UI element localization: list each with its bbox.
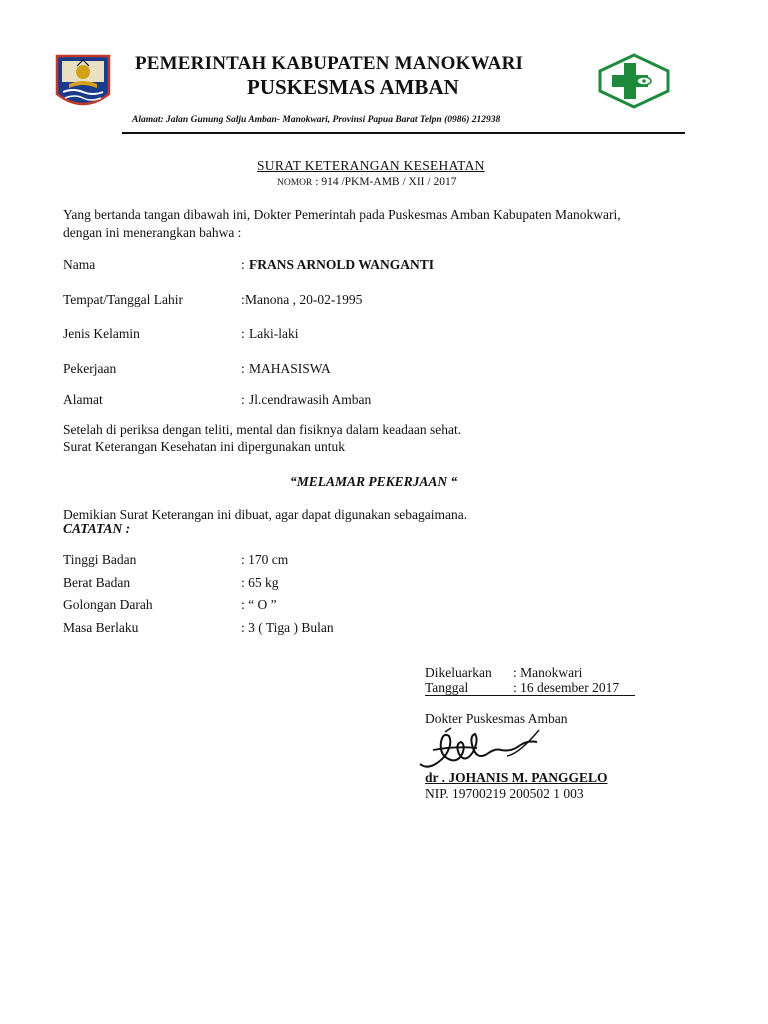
issued-value: : Manokwari bbox=[513, 665, 583, 680]
field-value-ttl: Manona , 20-02-1995 bbox=[245, 292, 363, 307]
signer-title: Dokter Puskesmas Amban bbox=[425, 711, 568, 726]
note-value-berat: : 65 kg bbox=[241, 575, 279, 590]
field-sep-ttl: : bbox=[241, 292, 245, 307]
purpose-text: “MELAMAR PEKERJAAN “ bbox=[290, 474, 458, 489]
note-label-berat: Berat Badan bbox=[63, 575, 131, 590]
document-title: SURAT KETERANGAN KESEHATAN bbox=[257, 158, 485, 173]
nomor-value: : 914 /PKM-AMB / XII / 2017 bbox=[312, 176, 457, 188]
note-label-masa: Masa Berlaku bbox=[63, 620, 139, 635]
exam-line-2: Surat Keterangan Kesehatan ini dipergunakan untuk bbox=[63, 439, 346, 454]
field-label-alamat: Alamat bbox=[63, 392, 103, 407]
field-sep-pekerjaan: : bbox=[241, 361, 245, 376]
intro-line-1: Yang bertanda tangan dibawah ini, Dokter Pemerintah pada Puskesmas Amban Kabupaten Manokwari, bbox=[63, 207, 621, 222]
note-value-masa: : 3 ( Tiga ) Bulan bbox=[241, 620, 334, 635]
note-label-tinggi: Tinggi Badan bbox=[63, 552, 137, 567]
field-sep-nama: : bbox=[241, 257, 245, 272]
field-value-jenis-kelamin: Laki-laki bbox=[249, 326, 299, 341]
puskesmas-logo-icon bbox=[598, 53, 670, 109]
field-sep-jenis-kelamin: : bbox=[241, 326, 245, 341]
header-line2: PUSKESMAS AMBAN bbox=[247, 75, 459, 99]
document-number bbox=[277, 176, 456, 188]
exam-line-1: Setelah di periksa dengan teliti, mental dan fisiknya dalam keadaan sehat. bbox=[63, 422, 462, 437]
field-label-ttl: Tempat/Tanggal Lahir bbox=[63, 292, 183, 307]
header-address: Alamat: Jalan Gunung Salju Amban- Manokwari, Provinsi Papua Barat Telpn (0986) 212938 bbox=[132, 115, 501, 125]
nomor-label: NOMOR bbox=[277, 178, 313, 188]
intro-line-2: dengan ini menerangkan bahwa : bbox=[63, 225, 242, 240]
signer-name: dr . JOHANIS M. PANGGELO bbox=[425, 770, 608, 785]
field-label-nama: Nama bbox=[63, 257, 96, 272]
field-label-jenis-kelamin: Jenis Kelamin bbox=[63, 326, 140, 341]
header-divider bbox=[122, 132, 685, 134]
header-line1: PEMERINTAH KABUPATEN MANOKWARI bbox=[135, 53, 524, 74]
regency-emblem-icon bbox=[55, 54, 111, 110]
closing-text: Demikian Surat Keterangan ini dibuat, agar dapat digunakan sebagaimana. bbox=[63, 507, 468, 522]
date-value: : 16 desember 2017 bbox=[513, 680, 620, 695]
field-value-nama: FRANS ARNOLD WANGANTI bbox=[249, 257, 435, 272]
field-sep-alamat: : bbox=[241, 392, 245, 407]
date-label: Tanggal bbox=[425, 680, 469, 695]
issued-label: Dikeluarkan bbox=[425, 665, 492, 680]
catatan-label: CATATAN : bbox=[63, 521, 131, 536]
field-label-pekerjaan: Pekerjaan bbox=[63, 361, 117, 376]
signer-nip: NIP. 19700219 200502 1 003 bbox=[425, 786, 584, 801]
note-value-tinggi: : 170 cm bbox=[241, 552, 289, 567]
field-value-alamat: Jl.cendrawasih Amban bbox=[249, 392, 372, 407]
field-value-pekerjaan: MAHASISWA bbox=[249, 361, 331, 376]
signature-image bbox=[415, 726, 545, 774]
note-label-golongan: Golongan Darah bbox=[63, 597, 153, 612]
note-value-golongan: : “ O ” bbox=[241, 597, 277, 612]
